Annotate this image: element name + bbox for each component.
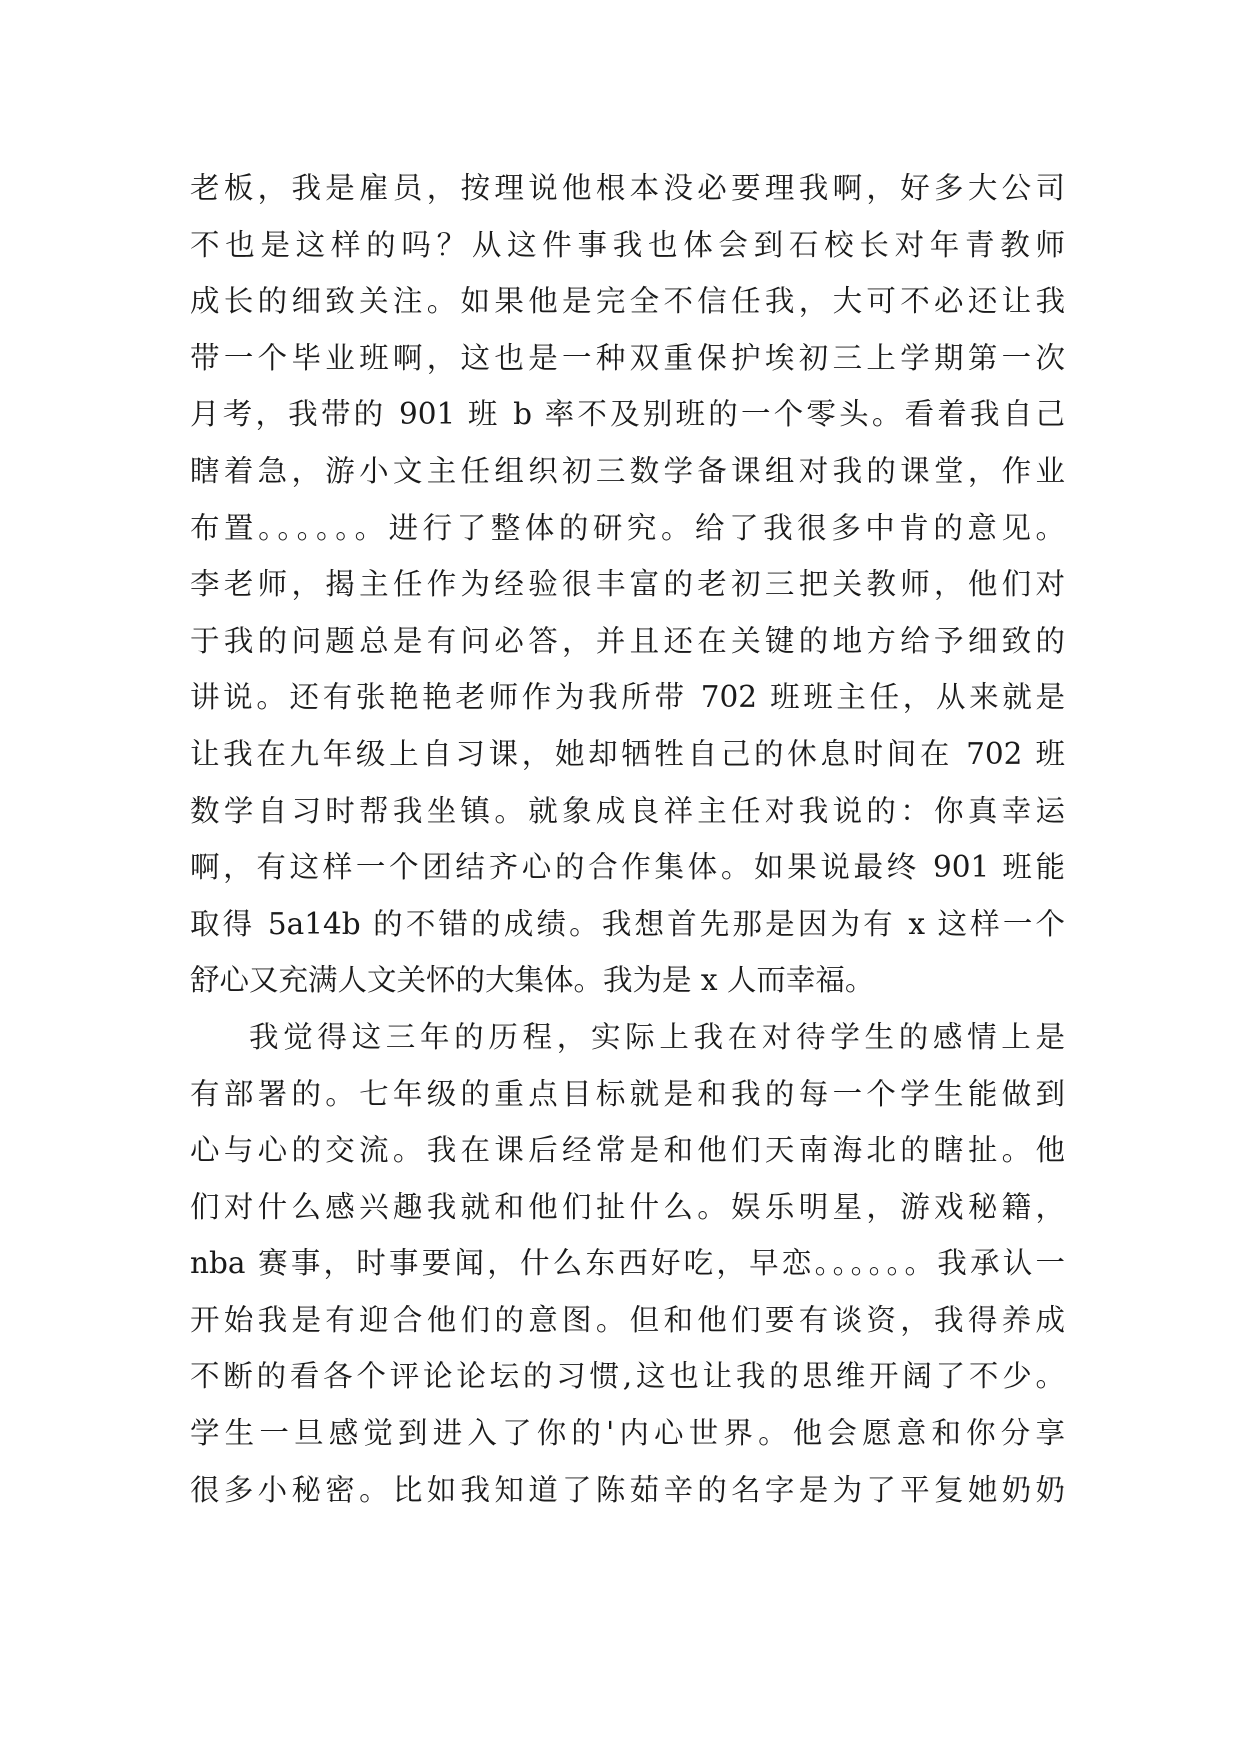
text-line: 学生一旦感觉到进入了你的'内心世界。他会愿意和你分享 xyxy=(190,1416,1065,1451)
text-line: 月考，我带的 901 班 b 率不及别班的一个零头。看着我自己 xyxy=(190,397,1065,432)
text-line: 于我的问题总是有问必答，并且还在关键的地方给予细致的 xyxy=(190,623,1065,658)
text-line: 讲说。还有张艳艳老师作为我所带 702 班班主任，从来就是 xyxy=(190,680,1065,715)
text-line: 舒心又充满人文关怀的大集体。我为是 x 人而幸福。 xyxy=(190,963,875,998)
text-line: 带一个毕业班啊，这也是一种双重保护埃初三上学期第一次 xyxy=(190,340,1065,375)
text-line: 成长的细致关注。如果他是完全不信任我，大可不必还让我 xyxy=(190,284,1065,319)
text-line: 让我在九年级上自习课，她却牺牲自己的休息时间在 702 班 xyxy=(190,736,1065,771)
text-line: 心与心的交流。我在课后经常是和他们天南海北的瞎扯。他 xyxy=(190,1133,1065,1168)
text-line: 数学自习时帮我坐镇。就象成良祥主任对我说的：你真幸运 xyxy=(190,793,1065,828)
text-line: 不也是这样的吗？从这件事我也体会到石校长对年青教师 xyxy=(190,227,1065,262)
text-line: 布置。。。。。。进行了整体的研究。给了我很多中肯的意见。 xyxy=(190,510,1065,545)
text-line: 有部署的。七年级的重点目标就是和我的每一个学生能做到 xyxy=(190,1076,1065,1111)
text-line: 不断的看各个评论论坛的习惯,这也让我的思维开阔了不少。 xyxy=(190,1359,1065,1394)
text-line: 我觉得这三年的历程，实际上我在对待学生的感情上是 xyxy=(249,1019,1065,1054)
text-line: nba 赛事，时事要闻，什么东西好吃，早恋。。。。。。我承认一 xyxy=(190,1246,1065,1281)
text-line: 们对什么感兴趣我就和他们扯什么。娱乐明星，游戏秘籍， xyxy=(190,1189,1065,1224)
text-line: 取得 5a14b 的不错的成绩。我想首先那是因为有 x 这样一个 xyxy=(190,906,1065,941)
text-line: 李老师，揭主任作为经验很丰富的老初三把关教师，他们对 xyxy=(190,567,1065,602)
body-text xyxy=(190,160,1065,1518)
text-line: 开始我是有迎合他们的意图。但和他们要有谈资，我得养成 xyxy=(190,1302,1065,1337)
paragraph-2 xyxy=(190,1009,1065,1518)
text-line: 老板，我是雇员，按理说他根本没必要理我啊，好多大公司 xyxy=(190,171,1065,205)
text-line: 很多小秘密。比如我知道了陈茹辛的名字是为了平复她奶奶 xyxy=(190,1472,1065,1507)
text-line: 啊，有这样一个团结齐心的合作集体。如果说最终 901 班能 xyxy=(190,850,1065,885)
text-line: 瞎着急，游小文主任组织初三数学备课组对我的课堂，作业 xyxy=(190,453,1065,488)
paragraph-1 xyxy=(190,160,1065,1009)
